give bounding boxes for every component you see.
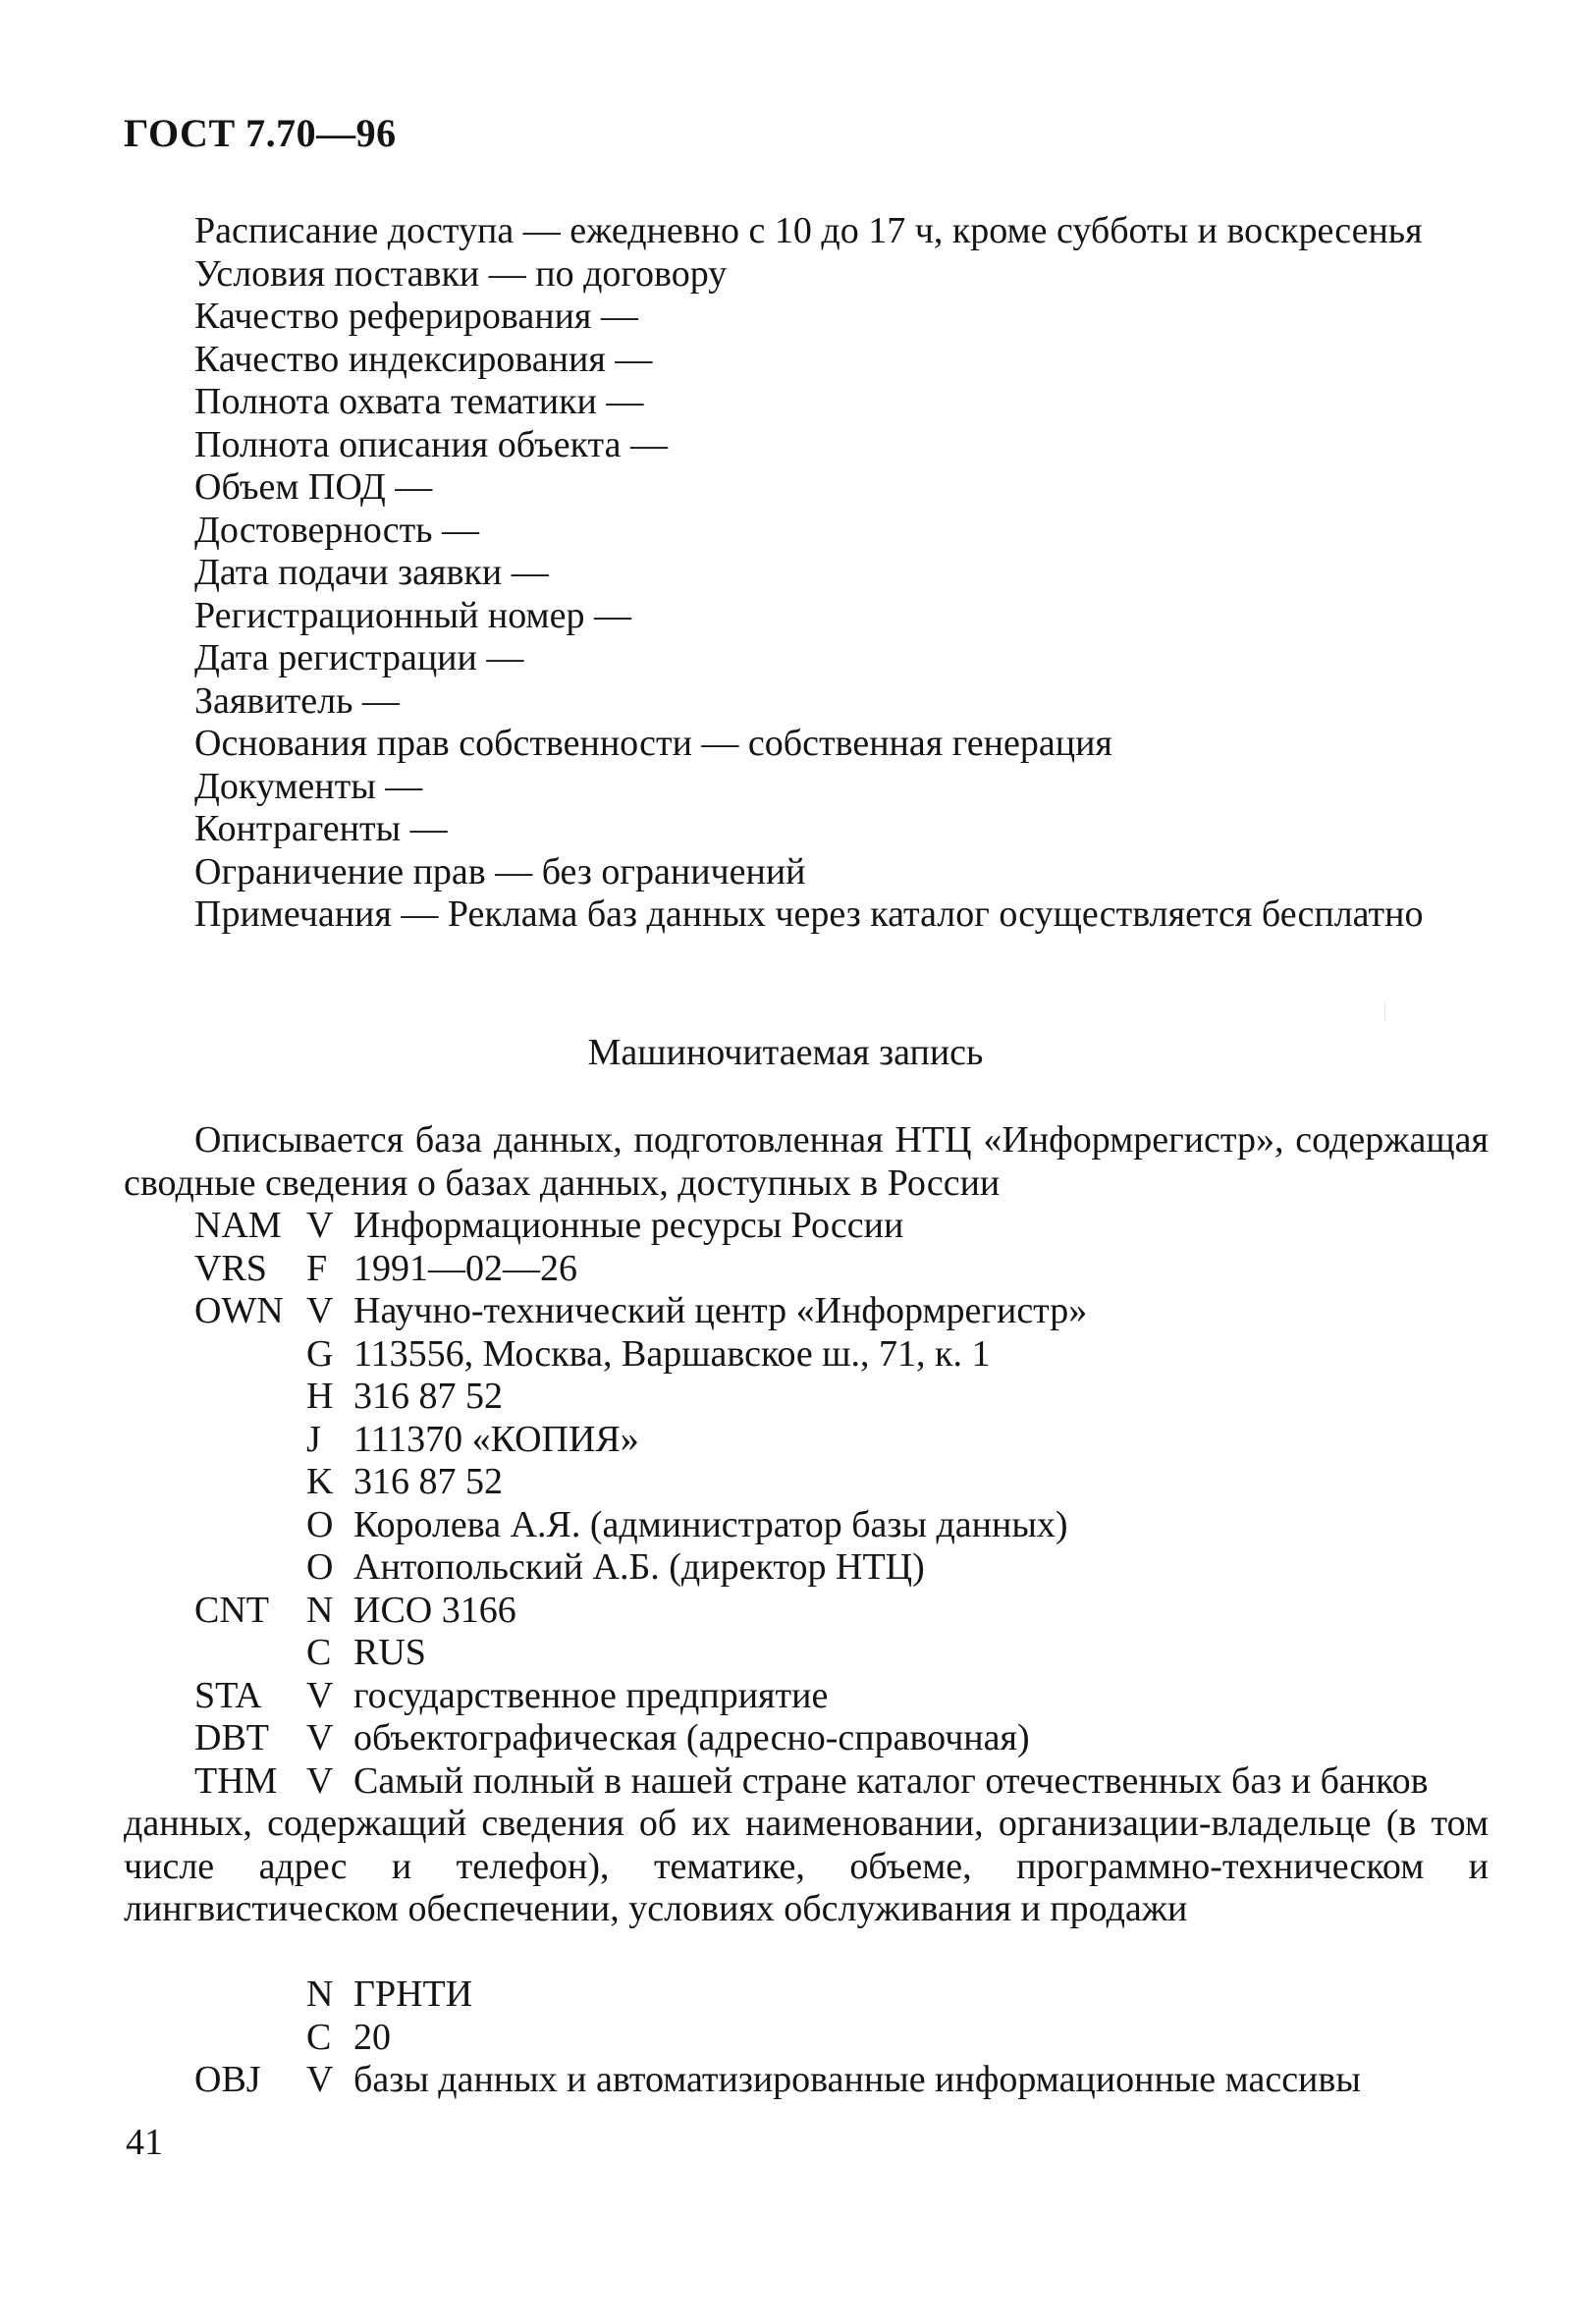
subfield-code: F	[306, 1247, 328, 1289]
intro-line: Качество индексирования —	[194, 338, 653, 380]
record-row	[194, 1717, 1487, 1760]
faint-mark	[1384, 1001, 1385, 1021]
intro-line: Условия поставки — по договору	[194, 252, 728, 295]
record-row	[194, 1461, 1487, 1504]
subfield-code: C	[306, 2016, 332, 2058]
thm-block	[194, 1760, 1487, 1804]
thm-row	[194, 1760, 1487, 1804]
document-header: ГОСТ 7.70—96	[124, 111, 397, 155]
subfield-code: O	[306, 1503, 334, 1545]
thm-text-rest: данных, содержащий сведения об их наименовании, организации-владельце (в том числе адрес и телефон), тематике, объеме, программно-техническом и лингвистическом обеспечении, условиях обслуживания и продажи	[124, 1803, 1489, 1929]
record-row	[194, 1973, 1487, 2017]
intro-line: Основания прав собственности — собственная генерация	[194, 723, 1112, 764]
field-tag	[194, 1376, 306, 1419]
description-paragraph: Описывается база данных, подготовленная НТЦ «Информрегистр», содержащая сводные сведения о базах данных, доступных в России	[124, 1119, 1489, 1204]
intro-line: Контрагенты —	[194, 808, 448, 849]
record-row	[194, 1675, 1487, 1718]
field-value: 1991—02—26	[353, 1247, 577, 1289]
field-value: Королева А.Я. (администратор базы данных)	[353, 1503, 1068, 1545]
intro-line: Достоверность —	[194, 509, 480, 551]
field-tag: CNT	[194, 1589, 269, 1631]
record-row	[194, 2059, 1487, 2102]
field-tag	[194, 2017, 306, 2060]
intro-lines	[194, 210, 1487, 893]
field-tag: DBT	[194, 1717, 269, 1758]
field-value: 113556, Москва, Варшавское ш., 71, к. 1	[353, 1332, 991, 1375]
intro-line: Заявитель —	[194, 679, 400, 722]
field-value: государственное предприятие	[353, 1674, 829, 1716]
record-row	[194, 1590, 1487, 1633]
field-tag: THM	[194, 1760, 278, 1802]
note-paragraph: Примечания — Реклама баз данных через каталог осуществляется бесплатно	[194, 893, 1424, 935]
subfield-code: C	[306, 1632, 332, 1673]
record-row	[194, 2017, 1487, 2060]
record-row	[194, 1205, 1487, 1248]
record-row	[194, 1546, 1487, 1590]
subfield-code: V	[306, 1205, 334, 1246]
field-value: Антопольский А.Б. (директор НТЦ)	[353, 1546, 925, 1588]
field-value: 316 87 52	[353, 1461, 503, 1502]
field-tag	[194, 1546, 306, 1590]
record-block-after	[194, 1973, 1487, 2102]
record-row	[194, 1333, 1487, 1377]
subfield-code: J	[306, 1418, 321, 1460]
field-value: Информационные ресурсы России	[353, 1205, 904, 1246]
subfield-code: G	[306, 1332, 334, 1375]
field-value: RUS	[353, 1632, 426, 1673]
subfield-code: O	[306, 1546, 334, 1588]
field-tag: OWN	[194, 1290, 284, 1331]
field-tag: VRS	[194, 1247, 267, 1289]
intro-line: Документы —	[194, 765, 423, 807]
subfield-code: N	[306, 1589, 334, 1631]
field-value: ГРНТИ	[353, 1973, 473, 2015]
field-value: 20	[353, 2016, 391, 2058]
field-value: базы данных и автоматизированные информационные массивы	[353, 2059, 1361, 2100]
subfield-code: K	[306, 1461, 334, 1502]
section-title: Машиночитаемая запись	[587, 1032, 984, 1073]
intro-line: Дата регистрации —	[194, 637, 524, 678]
record-row	[194, 1419, 1487, 1462]
field-tag	[194, 1632, 306, 1675]
intro-line: Объем ПОД —	[194, 466, 433, 508]
record-row	[194, 1376, 1487, 1419]
field-value: Научно-технический центр «Информрегистр»	[353, 1290, 1088, 1331]
field-tag	[194, 1333, 306, 1377]
subfield-code: V	[306, 1760, 334, 1802]
subfield-code: V	[306, 1290, 334, 1331]
field-value: 316 87 52	[353, 1376, 503, 1417]
field-tag	[194, 1419, 306, 1462]
record-row	[194, 1632, 1487, 1675]
subfield-code: V	[306, 1674, 334, 1716]
intro-line: Ограничение прав — без ограничений	[194, 850, 806, 892]
subfield-code: V	[306, 1717, 334, 1758]
record-row	[194, 1504, 1487, 1547]
field-tag: NAM	[194, 1205, 282, 1246]
field-value: объектографическая (адресно-справочная)	[353, 1717, 1030, 1758]
intro-line: Полнота описания объекта —	[194, 423, 668, 465]
subfield-code: H	[306, 1376, 334, 1417]
field-tag	[194, 1973, 306, 2017]
page-number: 41	[126, 2122, 163, 2163]
record-row	[194, 1248, 1487, 1291]
field-value: ИСО 3166	[353, 1589, 516, 1631]
intro-line: Полнота охвата тематики —	[194, 381, 644, 422]
field-tag	[194, 1504, 306, 1547]
record-row	[194, 1290, 1487, 1333]
field-value: 111370 «КОПИЯ»	[353, 1418, 639, 1460]
subfield-code: V	[306, 2059, 334, 2100]
record-block	[194, 1205, 1487, 1760]
intro-line: Расписание доступа — ежедневно с 10 до 17 ч, кроме субботы и воскресенья	[194, 210, 1423, 251]
intro-line: Регистрационный номер —	[194, 594, 631, 636]
subfield-code: N	[306, 1973, 334, 2015]
field-tag: OBJ	[194, 2059, 261, 2100]
intro-line: Дата подачи заявки —	[194, 552, 549, 593]
field-tag: STA	[194, 1674, 262, 1716]
field-tag	[194, 1461, 306, 1504]
thm-text-first: Самый полный в нашей стране каталог отечественных баз и банков	[353, 1760, 1429, 1802]
intro-line: Качество реферирования —	[194, 296, 638, 337]
